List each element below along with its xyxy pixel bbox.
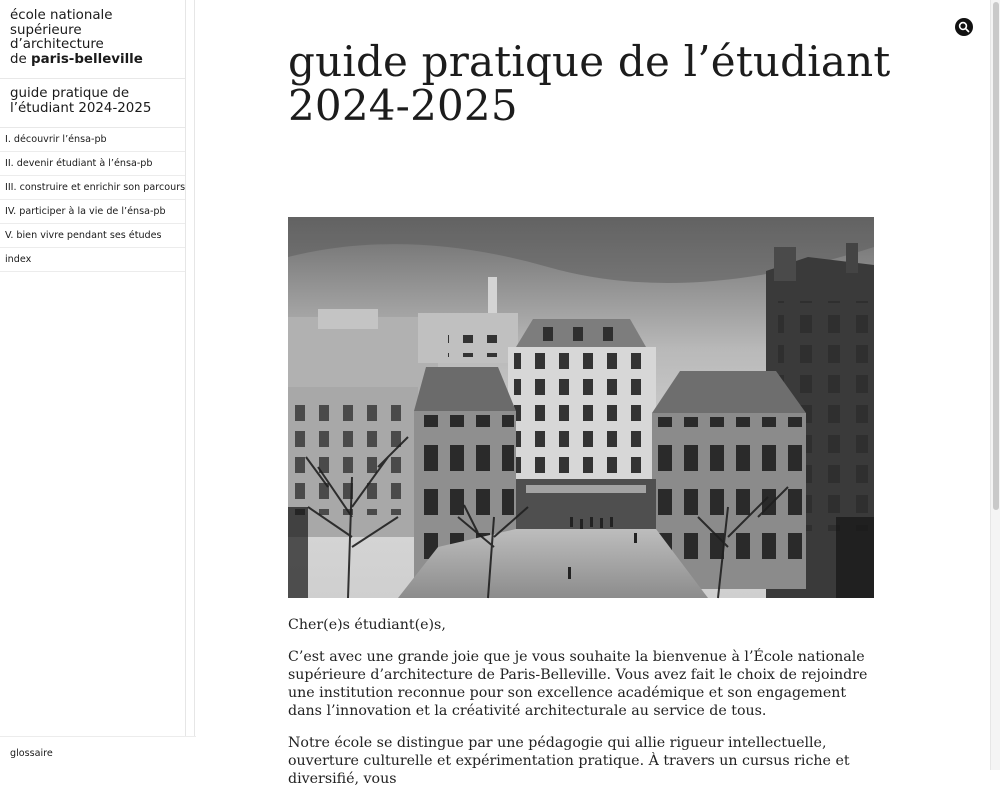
guide-title-line: guide pratique de bbox=[10, 86, 130, 101]
search-icon bbox=[958, 21, 970, 33]
page-title-line: guide pratique de l’étudiant bbox=[288, 37, 891, 86]
sidebar-divider bbox=[186, 0, 195, 770]
page-scrollbar[interactable] bbox=[990, 0, 1000, 770]
paragraph: Cher(e)s étudiant(e)s, bbox=[288, 617, 446, 633]
nav-item-decouvrir[interactable]: I. découvrir l’énsa-pb bbox=[0, 128, 185, 152]
paragraph: Notre école se distingue par une pédagogie qui allie rigueur intellectuelle, ouverture culturelle et expérimentation pratique. À travers un cursus riche et diversifié, vous bbox=[288, 735, 850, 787]
nav-item-participer[interactable]: IV. participer à la vie de l’énsa-pb bbox=[0, 200, 185, 224]
search-button[interactable] bbox=[955, 18, 973, 36]
nav-item-bien-vivre[interactable]: V. bien vivre pendant ses études bbox=[0, 224, 185, 248]
school-name-line: école nationale bbox=[10, 8, 113, 23]
building-photo-illustration bbox=[288, 217, 874, 598]
chapter-nav bbox=[0, 128, 185, 272]
school-name-line: d’architecture bbox=[10, 37, 104, 52]
page-title bbox=[288, 37, 891, 130]
school-name-line bbox=[10, 53, 177, 68]
school-building-photo bbox=[288, 217, 874, 598]
sidebar bbox=[0, 0, 186, 770]
school-name[interactable] bbox=[0, 0, 185, 79]
scrollbar-thumb[interactable] bbox=[993, 2, 999, 510]
welcome-letter bbox=[288, 616, 878, 802]
school-name-line: supérieure bbox=[10, 22, 82, 38]
guide-title-link[interactable] bbox=[0, 79, 185, 128]
page-title-line: 2024-2025 bbox=[288, 81, 518, 130]
school-name-prefix: de bbox=[10, 51, 31, 67]
main-content bbox=[196, 0, 990, 787]
nav-item-devenir-etudiant[interactable]: II. devenir étudiant à l’énsa-pb bbox=[0, 152, 185, 176]
glossary-link[interactable]: glossaire bbox=[10, 748, 53, 759]
nav-item-index[interactable]: index bbox=[0, 248, 185, 272]
glossary-footer bbox=[0, 736, 196, 770]
paragraph: C’est avec une grande joie que je vous souhaite la bienvenue à l’École nationale supérieure d’architecture de Paris-Belleville. Vous avez fait le choix de rejoindre une institution reconnue pour son excellence académique et son engagement dans l’innovation et la créativité architecturale au service de tous. bbox=[288, 649, 868, 719]
nav-item-construire-parcours[interactable]: III. construire et enrichir son parcours bbox=[0, 176, 185, 200]
school-name-bold: paris-belleville bbox=[31, 51, 143, 67]
guide-title-line: l’étudiant 2024-2025 bbox=[10, 100, 152, 116]
